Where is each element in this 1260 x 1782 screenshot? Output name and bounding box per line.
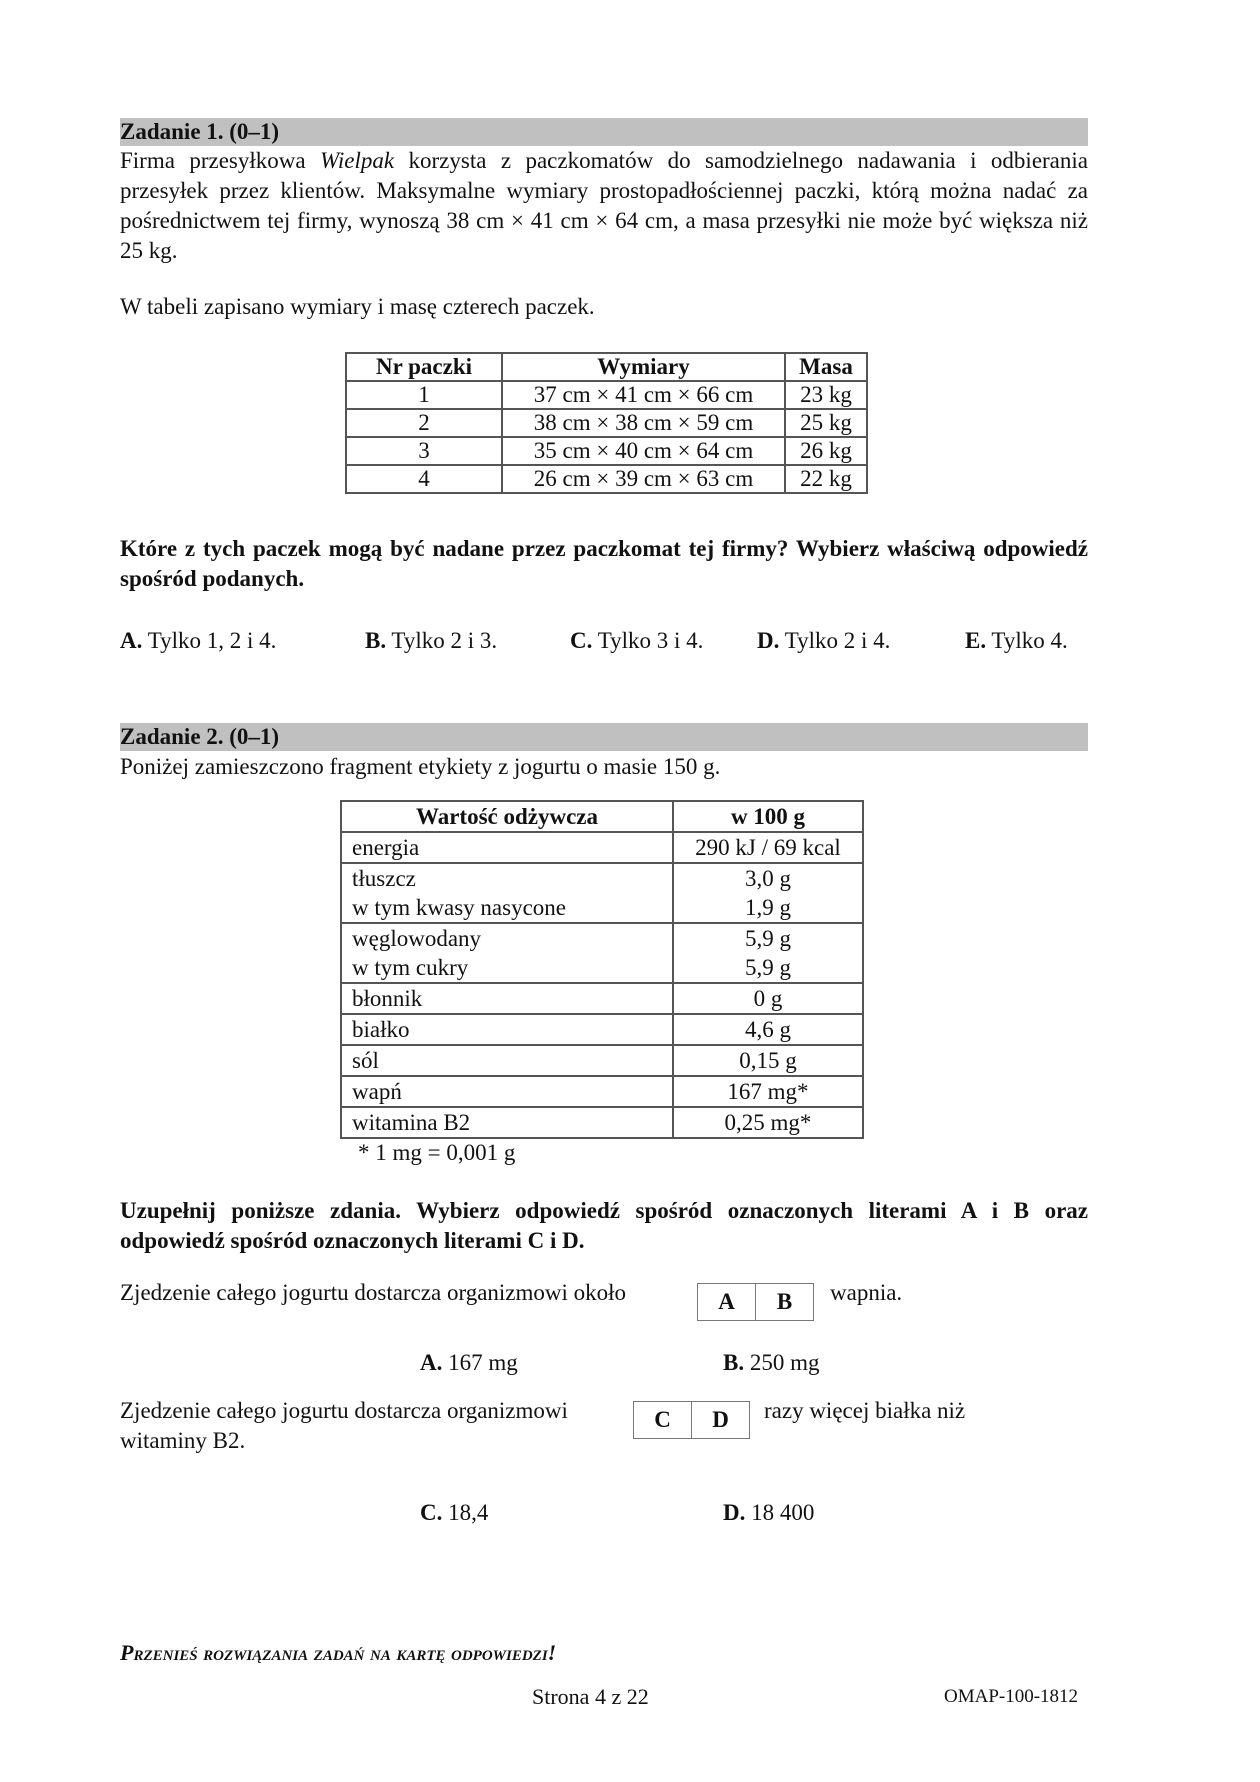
- option-text: Tylko 3 i 4.: [592, 628, 704, 653]
- option-letter: B.: [723, 1350, 745, 1375]
- nutrient-line: w tym kwasy nasycone: [352, 895, 566, 920]
- nutrient-value: 0,15 g: [673, 1045, 863, 1076]
- option-letter: B.: [365, 628, 387, 653]
- nutrient-value: 0,25 mg*: [673, 1107, 863, 1138]
- nutrient-name: energia: [341, 832, 673, 863]
- table-row: [341, 832, 863, 863]
- nutrient-name: błonnik: [341, 983, 673, 1014]
- nutrient-line: tłuszcz: [352, 866, 416, 891]
- option-letter: D.: [723, 1500, 746, 1525]
- task-1-question: Które z tych paczek mogą być nadane przez paczkomat tej firmy? Wybierz właściwą odpowiedź spośród podanych.: [120, 536, 1088, 591]
- task-2-header: Zadanie 2. (0–1): [120, 723, 1088, 751]
- option-letter: C.: [420, 1500, 443, 1525]
- nutrient-name: białko: [341, 1014, 673, 1045]
- option-a-167mg[interactable]: [420, 1350, 518, 1376]
- sentence-1-before: Zjedzenie całego jogurtu dostarcza organizmowi około: [120, 1280, 627, 1305]
- option-text: 18,4: [442, 1500, 489, 1525]
- value-line: 5,9 g: [745, 926, 791, 951]
- table-row: [341, 1045, 863, 1076]
- value-line: 3,0 g: [745, 866, 791, 891]
- cell: 2: [346, 409, 502, 437]
- nutrient-value: [673, 923, 863, 983]
- table-header-row: [341, 801, 863, 832]
- option-b[interactable]: [365, 628, 497, 654]
- cell: 22 kg: [785, 465, 867, 493]
- sentence-2-before: Zjedzenie całego jogurtu dostarcza organizmowi: [120, 1398, 568, 1423]
- nutrient-value: 4,6 g: [673, 1014, 863, 1045]
- answer-box-cd[interactable]: [633, 1401, 750, 1439]
- nutrient-name: [341, 863, 673, 923]
- option-letter: D.: [757, 628, 780, 653]
- intro-text: Firma przesyłkowa: [120, 148, 320, 173]
- cell: 1: [346, 381, 502, 409]
- option-c[interactable]: [570, 628, 703, 654]
- option-letter: C.: [570, 628, 593, 653]
- option-text: Tylko 1, 2 i 4.: [142, 628, 277, 653]
- value-line: 5,9 g: [745, 955, 791, 980]
- table-intro: W tabeli zapisano wymiary i masę czterech paczek.: [120, 294, 595, 319]
- table-row: [346, 437, 867, 465]
- cell: 23 kg: [785, 381, 867, 409]
- col-header: Wymiary: [502, 353, 785, 381]
- option-letter: A.: [120, 628, 143, 653]
- col-header: w 100 g: [673, 801, 863, 832]
- cell: 38 cm × 38 cm × 59 cm: [502, 409, 785, 437]
- cell: 25 kg: [785, 409, 867, 437]
- answer-box-c[interactable]: C: [654, 1407, 671, 1432]
- option-text: 250 mg: [744, 1350, 820, 1375]
- option-text: Tylko 4.: [986, 628, 1068, 653]
- option-a[interactable]: [120, 628, 276, 654]
- value-line: 1,9 g: [745, 895, 791, 920]
- cell: 3: [346, 437, 502, 465]
- option-c-18-4[interactable]: [420, 1500, 488, 1526]
- nutrient-line: węglowodany: [352, 926, 482, 951]
- option-e[interactable]: [965, 628, 1068, 654]
- table-row: [341, 1014, 863, 1045]
- table-row: [341, 1076, 863, 1107]
- footnote: * 1 mg = 0,001 g: [358, 1140, 516, 1165]
- nutrient-value: 0 g: [673, 983, 863, 1014]
- option-text: 167 mg: [442, 1350, 518, 1375]
- nutrient-value: [673, 863, 863, 923]
- nutrient-value: 290 kJ / 69 kcal: [673, 832, 863, 863]
- answer-box-d[interactable]: D: [691, 1402, 749, 1438]
- answer-box-ab[interactable]: [697, 1283, 814, 1321]
- option-text: Tylko 2 i 4.: [779, 628, 891, 653]
- sentence-2-after: razy więcej białka niż: [764, 1398, 966, 1423]
- option-d[interactable]: [757, 628, 890, 654]
- col-header: Nr paczki: [346, 353, 502, 381]
- option-d-18400[interactable]: [723, 1500, 814, 1526]
- sentence-1-after: wapnia.: [830, 1280, 903, 1305]
- table-row: [341, 923, 863, 983]
- table-row: [346, 465, 867, 493]
- nutrient-name: [341, 923, 673, 983]
- nutrient-name: witamina B2: [341, 1107, 673, 1138]
- answer-box-a[interactable]: A: [718, 1289, 735, 1314]
- cell: 37 cm × 41 cm × 66 cm: [502, 381, 785, 409]
- cell: 4: [346, 465, 502, 493]
- table-header-row: [346, 353, 867, 381]
- option-letter: E.: [965, 628, 987, 653]
- task-1-intro: [120, 146, 1088, 266]
- packages-table: [345, 352, 868, 494]
- col-header: Wartość odżywcza: [341, 801, 673, 832]
- option-text: 18 400: [745, 1500, 815, 1525]
- table-row: [341, 863, 863, 923]
- page-number: Strona 4 z 22: [532, 1684, 649, 1709]
- table-row: [341, 1107, 863, 1138]
- cell: 26 cm × 39 cm × 63 cm: [502, 465, 785, 493]
- transfer-answers-note: Przenieś rozwiązania zadań na kartę odpowiedzi!: [120, 1640, 557, 1665]
- nutrition-table: [340, 800, 864, 1139]
- option-b-250mg[interactable]: [723, 1350, 819, 1376]
- nutrient-value: 167 mg*: [673, 1076, 863, 1107]
- nutrient-line: w tym cukry: [352, 955, 469, 980]
- table-row: [341, 983, 863, 1014]
- table-row: [346, 409, 867, 437]
- task-1-header: Zadanie 1. (0–1): [120, 118, 1088, 146]
- sentence-2-continuation: witaminy B2.: [120, 1428, 246, 1453]
- option-letter: A.: [420, 1350, 443, 1375]
- exam-code: OMAP-100-1812: [944, 1686, 1079, 1707]
- task-2-intro: Poniżej zamieszczono fragment etykiety z jogurtu o masie 150 g.: [120, 754, 721, 779]
- cell: 35 cm × 40 cm × 64 cm: [502, 437, 785, 465]
- cell: 26 kg: [785, 437, 867, 465]
- option-text: Tylko 2 i 3.: [386, 628, 498, 653]
- answer-box-b[interactable]: B: [755, 1284, 813, 1320]
- nutrient-name: wapń: [341, 1076, 673, 1107]
- table-row: [346, 381, 867, 409]
- task-2-instruction: Uzupełnij poniższe zdania. Wybierz odpowiedź spośród oznaczonych literami A i B oraz odpowiedź spośród oznaczonych literami C i D.: [120, 1198, 1088, 1253]
- nutrient-name: sól: [341, 1045, 673, 1076]
- intro-text-cont: korzysta z paczkomatów do samodzielnego nadawania i odbierania przesyłek przez klientów. Maksymalne wymiary prostopadłościennej paczki, którą można nadać za pośrednictwem tej firmy, wynoszą 38 cm × 41 cm × 64 cm, a masa przesyłki nie może być większa niż 25 kg.: [120, 148, 1088, 263]
- col-header: Masa: [785, 353, 867, 381]
- company-name: Wielpak: [320, 148, 395, 173]
